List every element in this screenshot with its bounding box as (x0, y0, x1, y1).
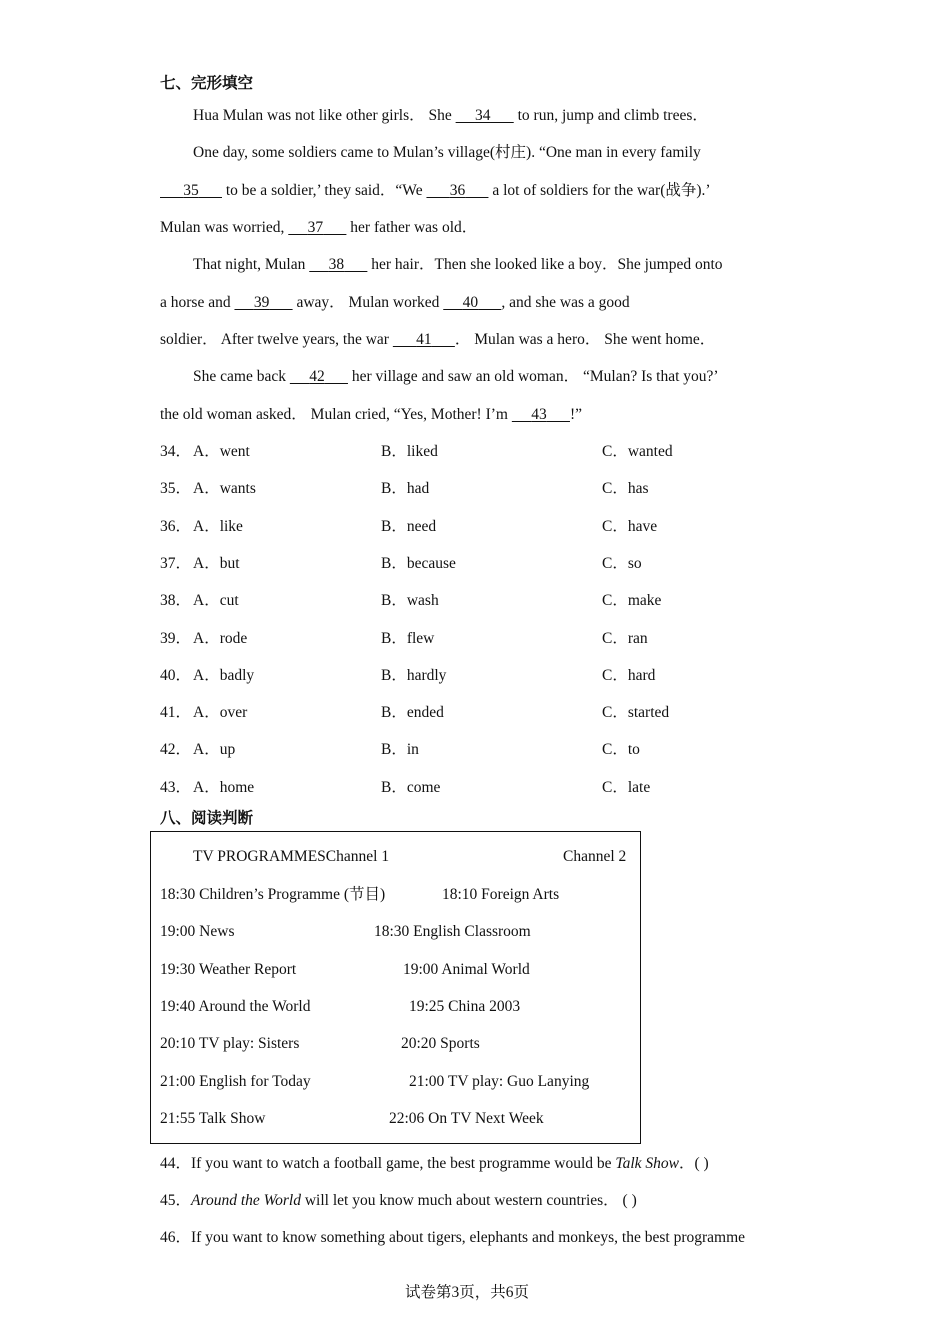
page-footer: 试卷第3页，共6页 (405, 1284, 530, 1301)
option-a[interactable]: A．rode (193, 629, 248, 647)
tv-channel1-entry: 18:30 Children’s Programme (节目) (160, 886, 386, 903)
question-number: 38． (160, 592, 192, 610)
blank-39[interactable]: 39 (253, 294, 270, 311)
passage-line-1 (193, 106, 708, 126)
option-a[interactable]: A．went (193, 443, 250, 460)
tv-channel2-entry: 21:00 TV play: Guo Lanying (409, 1072, 590, 1090)
blank-40[interactable]: 40 (462, 294, 479, 311)
tv-channel2-entry: 20:20 Sports (401, 1035, 480, 1053)
question-46: 46．If you want to know something about tigers, elephants and monkeys, the best programme (160, 1229, 746, 1246)
passage-line-9: the old woman asked． Mulan cried, “Yes, Mother! I’m 43 !” (160, 406, 583, 423)
option-a[interactable]: A．like (193, 517, 243, 535)
question-44: 44．If you want to watch a football game, the best programme would be Talk Show．( ) (160, 1155, 709, 1172)
passage-line-4: Mulan was worried, 37 her father was old． (160, 219, 478, 236)
tv-channel2-entry: 19:25 China 2003 (409, 997, 521, 1015)
blank-41[interactable]: 41 (416, 331, 432, 348)
option-a[interactable]: A．cut (193, 592, 239, 610)
tv-channel2-entry: 18:30 English Classroom (374, 923, 531, 941)
option-b[interactable]: B．come (381, 778, 441, 796)
option-c[interactable]: C．to (602, 741, 640, 759)
passage-line-8: She came back 42 her village and saw an old woman． “Mulan? Is that you?’ (193, 368, 719, 385)
option-b[interactable]: B．flew (381, 629, 435, 647)
question-number: 39． (160, 629, 192, 647)
option-a[interactable]: A．but (193, 554, 240, 572)
section-7-heading: 七、完形填空 (160, 75, 254, 92)
passage-line-7: soldier． After twelve years, the war 41 ． Mulan was a hero． She went home． (160, 331, 716, 348)
option-c[interactable]: C．started (602, 704, 670, 722)
tv-channel2-entry: 18:10 Foreign Arts (442, 886, 560, 903)
question-number: 42． (160, 741, 192, 759)
passage-text: a lot of soldiers for the war(战争).’ (488, 182, 711, 199)
tv-channel1-entry: 19:00 News (160, 923, 235, 941)
tv-channel1-entry: 20:10 TV play: Sisters (160, 1035, 300, 1053)
passage-line-5: That night, Mulan 38 her hair．Then she looked like a boy．She jumped onto (193, 256, 723, 273)
option-a[interactable]: A．wants (193, 480, 256, 498)
option-c[interactable]: C．hard (602, 666, 656, 684)
tv-channel1-entry: 21:00 English for Today (160, 1072, 311, 1090)
question-number: 41． (160, 704, 192, 722)
option-b[interactable]: B．wash (381, 592, 439, 610)
option-b[interactable]: B．because (381, 554, 456, 572)
blank-34[interactable]: 34 (474, 107, 491, 124)
question-number: 36． (160, 517, 192, 535)
passage-text: One day, some soldiers came to Mulan’s village(村庄). “One man in every family (193, 144, 701, 161)
tv-header-right: Channel 2 (563, 848, 627, 865)
option-a[interactable]: A．over (193, 704, 248, 722)
passage-text: to be a soldier,’ they said．“We (222, 182, 427, 199)
option-c[interactable]: C．ran (602, 629, 648, 647)
question-number: 34． (160, 443, 192, 460)
passage-text: Hua Mulan was not like other girls． She (193, 107, 456, 124)
question-number: 40． (160, 666, 192, 684)
option-b[interactable]: B．need (381, 517, 437, 535)
option-c[interactable]: C．so (602, 554, 642, 572)
passage-text: to run, jump and climb trees． (513, 107, 708, 124)
section-8-heading: 八、阅读判断 (160, 810, 254, 827)
option-c[interactable]: C．have (602, 517, 658, 535)
question-number: 35． (160, 480, 192, 498)
option-a[interactable]: A．badly (193, 666, 255, 684)
option-b[interactable]: B．hardly (381, 666, 447, 684)
option-b[interactable]: B．had (381, 480, 430, 498)
passage-line-3 (160, 181, 711, 201)
blank-43[interactable]: 43 (531, 406, 547, 423)
tv-channel2-entry: 19:00 Animal World (403, 960, 530, 978)
tv-channel1-entry: 19:30 Weather Report (160, 960, 297, 978)
question-number: 37． (160, 554, 192, 572)
question-45: 45．Around the World will let you know much about western countries． ( ) (160, 1192, 637, 1209)
option-c[interactable]: C．wanted (602, 443, 673, 460)
option-c[interactable]: C．late (602, 778, 651, 796)
tv-header-left: TV PROGRAMMESChannel 1 (193, 848, 390, 865)
tv-channel2-entry: 22:06 On TV Next Week (389, 1109, 544, 1127)
option-c[interactable]: C．has (602, 480, 649, 498)
passage-line-2 (193, 143, 701, 163)
option-b[interactable]: B．ended (381, 704, 444, 722)
blank-38[interactable]: 38 (328, 256, 345, 273)
option-b[interactable]: B．in (381, 741, 419, 759)
question-number: 43． (160, 778, 192, 796)
passage-line-6: a horse and 39 away． Mulan worked 40 , and she was a good (160, 294, 630, 311)
blank-42[interactable]: 42 (309, 368, 325, 385)
tv-channel1-entry: 19:40 Around the World (160, 997, 311, 1015)
tv-programme-box (150, 831, 641, 1144)
option-b[interactable]: B．liked (381, 443, 438, 460)
blank-37[interactable]: 37 (307, 219, 324, 236)
blank-35[interactable]: 35 (183, 182, 199, 199)
tv-channel1-entry: 21:55 Talk Show (160, 1109, 266, 1127)
option-a[interactable]: A．home (193, 778, 255, 796)
blank-36[interactable]: 36 (449, 182, 466, 199)
option-c[interactable]: C．make (602, 592, 662, 610)
option-a[interactable]: A．up (193, 741, 236, 759)
